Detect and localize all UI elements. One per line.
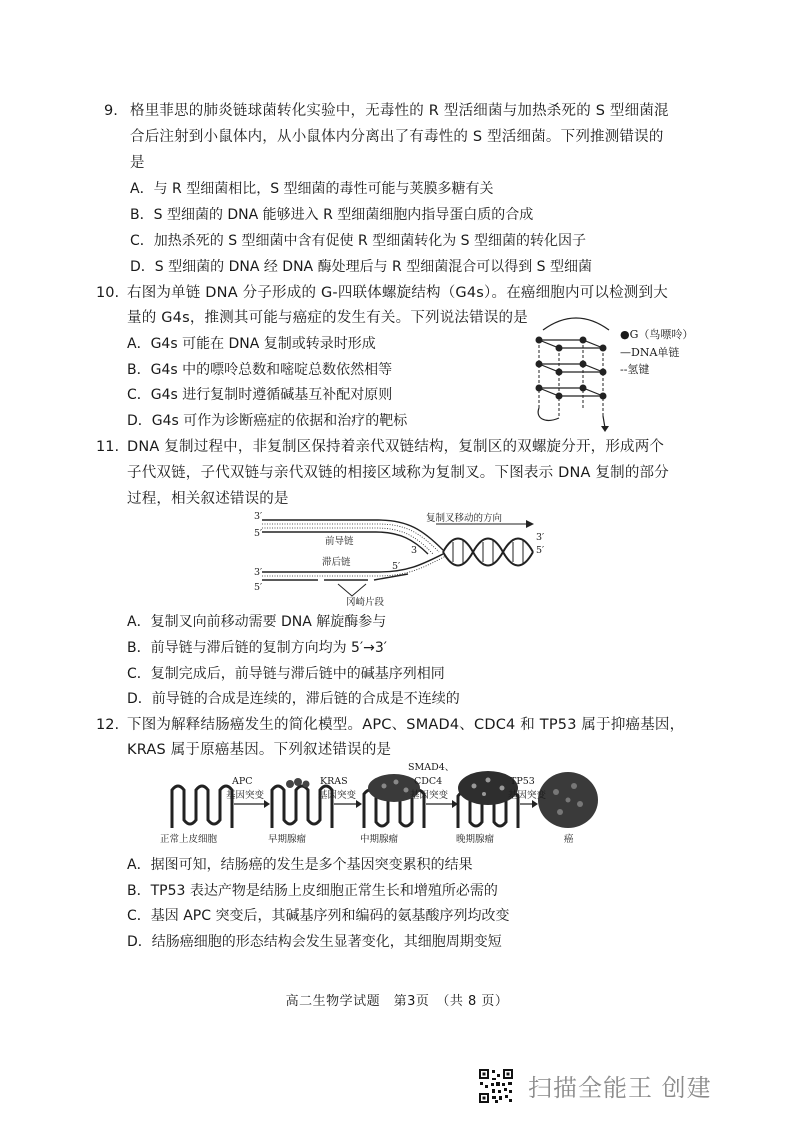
leading-strand-label: 前导链 (325, 536, 354, 547)
q9-number: 9. (104, 103, 118, 119)
qr-code-icon (478, 1068, 514, 1104)
q9-stem-line: 是 (130, 155, 145, 171)
q12-option-a: A．据图可知，结肠癌的发生是多个基因突变累积的结果 (127, 857, 473, 873)
end-3-fork: 3 (411, 545, 418, 556)
stage-normal-label: 正常上皮细胞 (160, 834, 218, 845)
arrow-mutation-label: 基因突变 (508, 790, 547, 801)
q10-number: 10. (96, 285, 120, 301)
stage-cancer-label: 癌 (564, 834, 574, 845)
watermark-text: 扫描全能王 创建 (528, 1074, 712, 1102)
arrow-gene-apc: APC (232, 776, 253, 787)
replication-fork-figure (258, 514, 548, 604)
q10-option-d: D．G4s 可作为诊断癌症的依据和治疗的靶标 (127, 413, 408, 429)
q9-option-d: D．S 型细菌的 DNA 经 DNA 酶处理后与 R 型细菌混合可以得到 S 型细菌 (130, 259, 592, 275)
q9-stem-line: 格里菲思的肺炎链球菌转化实验中，无毒性的 R 型活细菌与加热杀死的 S 型细菌混 (130, 103, 669, 119)
okazaki-label: 冈崎片段 (346, 597, 385, 608)
stage-early-label: 早期腺瘤 (268, 834, 307, 845)
q10-option-c: C．G4s 进行复制时遵循碱基互补配对原则 (127, 387, 393, 403)
q11-option-d: D．前导链的合成是连续的，滞后链的合成是不连续的 (127, 691, 460, 707)
arrow-gene-smad4: SMAD4、 (408, 762, 455, 773)
q10-option-a: A．G4s 可能在 DNA 复制或转录时形成 (127, 336, 376, 352)
g-quadruplex-figure (525, 318, 625, 433)
stage-late-label: 晚期腺瘤 (456, 834, 495, 845)
q11-option-a: A．复制叉向前移动需要 DNA 解旋酶参与 (127, 614, 387, 630)
arrow-gene-kras: KRAS (320, 776, 348, 787)
end-5-bottom: 5′ (254, 582, 263, 593)
end-3-bottom: 3′ (254, 567, 263, 578)
q11-stem-line: DNA 复制过程中，非复制区保持着亲代双链结构，复制区的双螺旋分开，形成两个 (127, 439, 665, 455)
q11-stem-line: 子代双链，子代双链与亲代双链的相接区域称为复制叉。下图表示 DNA 复制的部分 (127, 465, 669, 481)
q12-number: 12. (96, 717, 120, 733)
arrow-gene-cdc4: CDC4 (414, 776, 443, 787)
q10-stem-line: 右图为单链 DNA 分子形成的 G-四联体螺旋结构（G4s）。在癌细胞内可以检测到大 (127, 285, 668, 301)
q9-option-b: B．S 型细菌的 DNA 能够进入 R 型细菌细胞内指导蛋白质的合成 (130, 207, 534, 223)
legend-guanine: ●G（鸟嘌呤） (620, 328, 694, 341)
fork-direction-label: 复制叉移动的方向 (426, 513, 503, 524)
q11-stem-line: 过程，相关叙述错误的是 (127, 491, 289, 507)
q12-stem-line: KRAS 属于原癌基因。下列叙述错误的是 (127, 742, 392, 758)
arrow-mutation-label: 基因突变 (318, 790, 357, 801)
arrow-mutation-label: 基因突变 (410, 790, 449, 801)
end-5-right: 5′ (536, 545, 545, 556)
q11-number: 11. (96, 439, 120, 455)
legend-hydrogen-bond: --氢键 (620, 363, 650, 376)
q9-stem-line: 合后注射到小鼠体内，从小鼠体内分离出了有毒性的 S 型活细菌。下列推测错误的 (130, 129, 664, 145)
q9-option-c: C．加热杀死的 S 型细菌中含有促使 R 型细菌转化为 S 型细菌的转化因子 (130, 233, 586, 249)
arrow-mutation-label: 基因突变 (226, 790, 265, 801)
q12-option-c: C．基因 APC 突变后，其碱基序列和编码的氨基酸序列均改变 (127, 908, 510, 924)
end-5-top: 5′ (254, 528, 263, 539)
q10-option-b: B．G4s 中的嘌呤总数和嘧啶总数依然相等 (127, 362, 393, 378)
q11-option-c: C．复制完成后，前导链与滞后链中的碱基序列相同 (127, 666, 445, 682)
q9-option-a: A．与 R 型细菌相比，S 型细菌的毒性可能与荚膜多糖有关 (130, 181, 494, 197)
lagging-strand-label: 滞后链 (322, 557, 351, 568)
q12-stem-line: 下图为解释结肠癌发生的简化模型。APC、SMAD4、CDC4 和 TP53 属于抑癌基因， (127, 717, 685, 733)
q12-option-d: D．结肠癌细胞的形态结构会发生显著变化，其细胞周期变短 (127, 934, 502, 950)
end-5-fork: 5′ (392, 561, 401, 572)
page-footer: 高二生物学试题 第3页 （共 8 页） (285, 994, 509, 1009)
arrow-gene-tp53: TP53 (510, 776, 535, 787)
stage-mid-label: 中期腺瘤 (360, 834, 399, 845)
q10-stem-line: 量的 G4s，推测其可能与癌症的发生有关。下列说法错误的是 (127, 310, 528, 326)
end-3-top: 3′ (254, 511, 263, 522)
q11-option-b: B．前导链与滞后链的复制方向均为 5′→3′ (127, 640, 387, 656)
end-3-right: 3′ (536, 532, 545, 543)
q12-option-b: B．TP53 表达产物是结肠上皮细胞正常生长和增殖所必需的 (127, 883, 498, 899)
legend-dna-strand: —DNA单链 (620, 346, 680, 359)
